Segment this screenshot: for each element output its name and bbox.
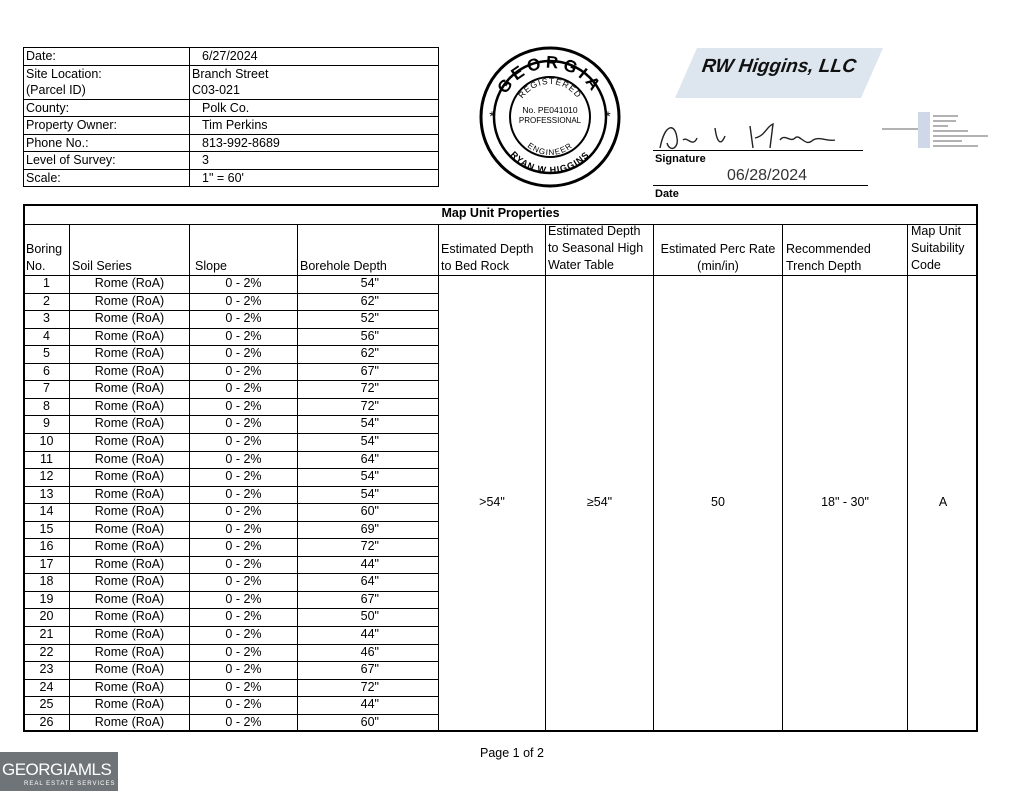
- date-label: Date: [655, 188, 679, 200]
- boring-no: 15: [39, 522, 54, 536]
- info-row: [24, 169, 439, 187]
- soil-series: Rome (RoA): [94, 416, 165, 430]
- slope: 0 - 2%: [225, 697, 262, 711]
- boring-no: 12: [39, 469, 54, 483]
- boring-no: 18: [39, 574, 54, 588]
- slope: 0 - 2%: [225, 487, 262, 501]
- boring-no: 5: [43, 346, 50, 360]
- header-borehole-depth: Borehole Depth: [300, 259, 387, 273]
- soil-series: Rome (RoA): [94, 539, 165, 553]
- soil-series: Rome (RoA): [94, 346, 165, 360]
- boring-no: 11: [40, 452, 53, 466]
- info-value: Polk Co.: [190, 99, 439, 117]
- info-label: Level of Survey:: [24, 152, 190, 170]
- borehole-depth: 67": [360, 662, 379, 676]
- borehole-depth: 50": [360, 609, 379, 623]
- soil-series: Rome (RoA): [94, 276, 165, 290]
- slope: 0 - 2%: [225, 399, 262, 413]
- slope: 0 - 2%: [225, 627, 262, 641]
- soil-series: Rome (RoA): [94, 609, 165, 623]
- signature-label: Signature: [655, 153, 706, 165]
- seal-name-text: RYAN W HIGGINS: [508, 149, 592, 176]
- borehole-depth: 44": [360, 697, 379, 711]
- soil-series: Rome (RoA): [94, 627, 165, 641]
- seal-star-icon: *: [489, 108, 495, 124]
- soil-series: Rome (RoA): [94, 680, 165, 694]
- header-bedrock: Estimated Depth to Bed Rock: [441, 242, 534, 273]
- borehole-depth: 62": [360, 294, 379, 308]
- slope: 0 - 2%: [225, 416, 262, 430]
- slope: 0 - 2%: [225, 574, 262, 588]
- header-perc-rate: Estimated Perc Rate (min/in): [660, 242, 776, 273]
- info-row: [24, 65, 439, 82]
- bedrock-value: >54": [479, 495, 505, 509]
- borehole-depth: 54": [360, 276, 379, 290]
- borehole-depth: 69": [360, 522, 379, 536]
- column-divider: [907, 224, 908, 732]
- borehole-depth: 72": [360, 680, 379, 694]
- seal-professional-text: PROFESSIONAL: [518, 116, 582, 125]
- info-value: 6/27/2024: [190, 48, 439, 66]
- boring-no: 7: [43, 381, 50, 395]
- column-divider: [438, 224, 439, 732]
- header-trench: Recommended Trench Depth: [786, 242, 871, 273]
- georgia-mls-watermark: [0, 752, 118, 791]
- info-value: Tim Perkins: [190, 117, 439, 135]
- info-value: 3: [190, 152, 439, 170]
- boring-no: 25: [39, 697, 54, 711]
- info-row: [24, 117, 439, 135]
- soil-series: Rome (RoA): [94, 329, 165, 343]
- header-seasonal: Estimated Depth to Seasonal High Water Table: [548, 224, 644, 272]
- header-code: Map Unit Suitability Code: [911, 224, 965, 272]
- svg-text:ENGINEER: [526, 141, 574, 157]
- borehole-depth: 72": [360, 381, 379, 395]
- company-name: RW Higgins, LLC: [700, 56, 858, 77]
- boring-no: 1: [43, 276, 50, 290]
- borehole-depth: 72": [360, 399, 379, 413]
- boring-no: 6: [43, 364, 50, 378]
- slope: 0 - 2%: [225, 469, 262, 483]
- borehole-depth: 54": [360, 487, 379, 501]
- boring-no: 4: [43, 329, 50, 343]
- borehole-depth: 54": [360, 469, 379, 483]
- borehole-depth: 64": [360, 574, 379, 588]
- slope: 0 - 2%: [225, 522, 262, 536]
- boring-no: 20: [39, 609, 54, 623]
- info-label: County:: [24, 99, 190, 117]
- column-divider: [653, 224, 654, 732]
- slope: 0 - 2%: [225, 557, 262, 571]
- slope: 0 - 2%: [225, 592, 262, 606]
- seal-registered-text: REGISTERED: [516, 75, 584, 101]
- digital-signature-name: [882, 126, 918, 132]
- signature-line: [653, 150, 863, 151]
- borehole-depth: 64": [360, 452, 379, 466]
- boring-no: 2: [43, 294, 50, 308]
- trench-value: 18" - 30": [821, 495, 869, 509]
- site-info-table: [23, 47, 439, 187]
- info-label: Scale:: [24, 169, 190, 187]
- info-label: (Parcel ID): [24, 82, 190, 99]
- soil-series: Rome (RoA): [94, 522, 165, 536]
- boring-no: 23: [39, 662, 54, 676]
- boring-no: 10: [39, 434, 54, 448]
- soil-series: Rome (RoA): [94, 434, 165, 448]
- soil-series: Rome (RoA): [94, 662, 165, 676]
- boring-no: 19: [39, 592, 54, 606]
- soil-series: Rome (RoA): [94, 645, 165, 659]
- soil-series: Rome (RoA): [94, 557, 165, 571]
- slope: 0 - 2%: [225, 715, 262, 729]
- soil-series: Rome (RoA): [94, 715, 165, 729]
- borehole-depth: 56": [360, 329, 379, 343]
- boring-no: 17: [39, 557, 54, 571]
- boring-no: 13: [39, 487, 54, 501]
- info-row: [24, 134, 439, 152]
- info-label: Site Location:: [24, 65, 190, 82]
- engineer-seal: [479, 46, 621, 188]
- borehole-depth: 72": [360, 539, 379, 553]
- perc-value: 50: [711, 495, 725, 509]
- info-row: [24, 48, 439, 66]
- soil-series: Rome (RoA): [94, 294, 165, 308]
- seasonal-value: ≥54": [586, 495, 613, 509]
- company-logo: [675, 48, 883, 98]
- slope: 0 - 2%: [225, 329, 262, 343]
- info-row: [24, 152, 439, 170]
- borehole-depth: 54": [360, 434, 379, 448]
- slope: 0 - 2%: [225, 452, 262, 466]
- info-label: Property Owner:: [24, 117, 190, 135]
- column-divider: [545, 224, 546, 732]
- header-slope: Slope: [195, 259, 227, 273]
- seal-star-icon: *: [605, 108, 611, 124]
- title-divider: [23, 224, 978, 225]
- soil-series: Rome (RoA): [94, 452, 165, 466]
- slope: 0 - 2%: [225, 645, 262, 659]
- slope: 0 - 2%: [225, 311, 262, 325]
- watermark-sub: REAL ESTATE SERVICES: [24, 781, 116, 787]
- column-divider: [782, 224, 783, 732]
- soil-series: Rome (RoA): [94, 487, 165, 501]
- signature-date: 06/28/2024: [727, 167, 808, 184]
- boring-no: 14: [39, 504, 54, 518]
- soil-series: Rome (RoA): [94, 469, 165, 483]
- slope: 0 - 2%: [225, 662, 262, 676]
- borehole-depth: 46": [360, 645, 379, 659]
- soil-series: Rome (RoA): [94, 364, 165, 378]
- soil-series: Rome (RoA): [94, 697, 165, 711]
- slope: 0 - 2%: [225, 539, 262, 553]
- boring-no: 22: [39, 645, 54, 659]
- boring-no: 8: [43, 399, 50, 413]
- soil-series: Rome (RoA): [94, 311, 165, 325]
- borehole-depth: 60": [360, 715, 379, 729]
- info-label: Date:: [24, 48, 190, 66]
- borehole-depth: 67": [360, 592, 379, 606]
- watermark-logo: GEORGIAMLS: [2, 760, 112, 779]
- table-title: Map Unit Properties: [441, 206, 560, 220]
- header-boring: Boring No.: [26, 242, 63, 273]
- borehole-depth: 54": [360, 416, 379, 430]
- date-line: [653, 185, 868, 186]
- info-value: 813-992-8689: [190, 134, 439, 152]
- svg-text:REGISTERED: [516, 76, 584, 100]
- borehole-depth: 62": [360, 346, 379, 360]
- slope: 0 - 2%: [225, 609, 262, 623]
- borehole-depth: 44": [360, 557, 379, 571]
- boring-no: 21: [39, 627, 54, 641]
- borehole-depth: 67": [360, 364, 379, 378]
- borehole-depth: 44": [360, 627, 379, 641]
- soil-series: Rome (RoA): [94, 504, 165, 518]
- digital-signature-stamp: [918, 112, 990, 148]
- info-value: C03-021: [190, 82, 439, 99]
- soil-series: Rome (RoA): [94, 399, 165, 413]
- borehole-depth: 60": [360, 504, 379, 518]
- soil-series: Rome (RoA): [94, 592, 165, 606]
- borehole-depth: 52": [360, 311, 379, 325]
- slope: 0 - 2%: [225, 294, 262, 308]
- slope: 0 - 2%: [225, 680, 262, 694]
- soil-series: Rome (RoA): [94, 381, 165, 395]
- info-row: [24, 99, 439, 117]
- slope: 0 - 2%: [225, 346, 262, 360]
- boring-no: 3: [43, 311, 50, 325]
- header-soil-series: Soil Series: [72, 259, 132, 273]
- slope: 0 - 2%: [225, 434, 262, 448]
- boring-no: 9: [43, 416, 50, 430]
- page-number: Page 1 of 2: [480, 746, 544, 760]
- slope: 0 - 2%: [225, 381, 262, 395]
- slope: 0 - 2%: [225, 364, 262, 378]
- info-row: [24, 82, 439, 99]
- code-value: A: [938, 495, 948, 509]
- seal-engineer-text: ENGINEER: [525, 140, 575, 158]
- slope: 0 - 2%: [225, 276, 262, 290]
- info-label: Phone No.:: [24, 134, 190, 152]
- boring-no: 24: [39, 680, 54, 694]
- soil-series: Rome (RoA): [94, 574, 165, 588]
- boring-no: 26: [39, 715, 54, 729]
- slope: 0 - 2%: [225, 504, 262, 518]
- boring-no: 16: [39, 539, 54, 553]
- seal-state-text: GEORGIA: [493, 52, 607, 98]
- seal-number-text: No. PE041010: [522, 105, 578, 115]
- info-value: 1" = 60': [190, 169, 439, 187]
- info-value: Branch Street: [190, 65, 439, 82]
